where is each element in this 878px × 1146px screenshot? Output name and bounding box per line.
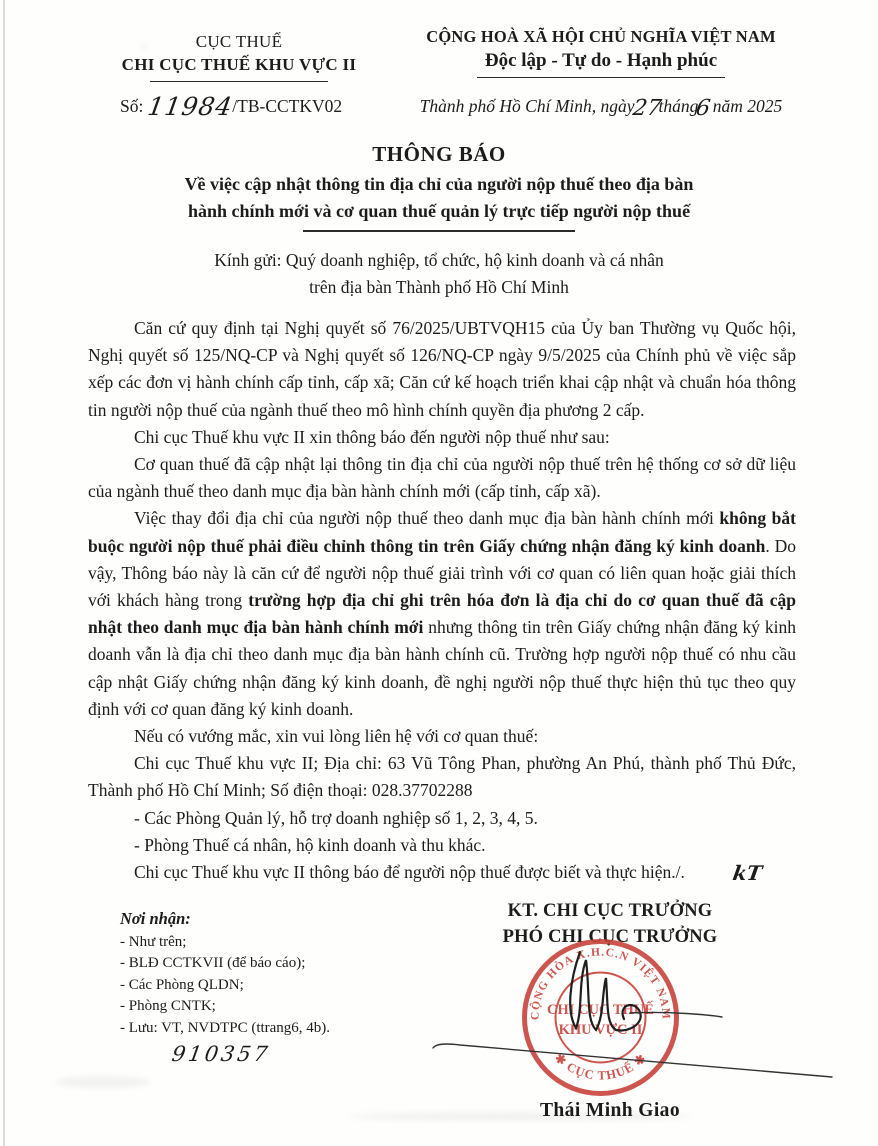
paragraph: Nếu có vướng mắc, xin vui lòng liên hệ với cơ quan thuế: <box>134 726 539 747</box>
national-motto: Độc lập - Tự do - Hạnh phúc <box>484 50 718 71</box>
parent-org-name: CỤC THUẾ <box>195 32 283 51</box>
recipient-item: - Như trên; <box>120 933 187 950</box>
number-prefix: Số: <box>120 96 148 116</box>
date-place: Thành phố Hồ Chí Minh, ngày <box>419 96 635 116</box>
body-paragraphs <box>88 315 796 886</box>
stamp-center-line-1: CHI CỤC THUẾ <box>547 1002 654 1018</box>
stamp-graphic <box>518 935 683 1100</box>
recipient-item: - Lưu: VT, NVDTPC (ttrang6, 4b). <box>120 1019 331 1036</box>
paragraph: Chi cục Thuế khu vực II; Địa chỉ: 63 Vũ Tông Phan, phường An Phú, thành phố Thủ Đức, Thành phố Hồ Chí Minh; Số điện thoại: 028.37702288 <box>88 753 796 801</box>
stamp-center-line-2: KHU VỰC II <box>558 1022 643 1038</box>
date-month-handwritten: 6 <box>694 96 713 121</box>
document-number <box>120 94 342 119</box>
scan-edge-artifact <box>3 0 5 1146</box>
document-subject <box>85 171 793 225</box>
paragraph: - Phòng Thuế cá nhân, hộ kinh doanh và thu khác. <box>134 834 486 855</box>
date-mid: tháng <box>658 96 699 116</box>
title-block <box>85 142 793 232</box>
signer-name: Thái Minh Giao <box>540 1100 680 1121</box>
recipients-block <box>120 908 420 1069</box>
office-underline <box>150 81 328 82</box>
recipient-item: - Phòng CNTK; <box>120 998 216 1014</box>
paragraph: Việc thay đổi địa chỉ của người nộp thuế theo danh mục địa bàn hành chính mới không bắt buộc người nộp thuế phải điều chỉnh thông tin trên Giấy chứng nhận đăng ký kinh doanh. Do vậy, Thông báo này là căn cứ để người nộp thuế giải trình với cơ quan có liên quan hoặc giải thích với khách hàng trong trường hợp địa chỉ ghi trên hóa đơn là địa chỉ do cơ quan thuế đã cập nhật theo danh mục địa bàn hành chính mới nhưng thông tin trên Giấy chứng nhận đăng ký kinh doanh vẫn là địa chỉ theo danh mục địa bàn hành chính cũ. Trường hợp người nộp thuế có nhu cầu cập nhật Giấy chứng nhận đăng ký kinh doanh, đề nghị người nộp thuế thực hiện thủ tục theo quy định với cơ quan đăng ký kinh doanh. <box>88 508 797 719</box>
motto-underline <box>477 77 725 78</box>
date-day-handwritten: 27 <box>630 96 663 121</box>
official-stamp <box>518 935 683 1100</box>
paragraph: Chi cục Thuế khu vực II thông báo để người nộp thuế được biết và thực hiện./. kT <box>134 861 764 886</box>
issuing-office-block <box>78 30 400 82</box>
number-suffix: /TB-CCTKV02 <box>232 96 343 116</box>
paragraph: - Các Phòng Quản lý, hỗ trợ doanh nghiệp số 1, 2, 3, 4, 5. <box>134 807 538 828</box>
subject-line-2: hành chính mới và cơ quan thuế quản lý trực tiếp người nộp thuế <box>187 201 691 221</box>
salutation-block <box>85 247 793 301</box>
handwritten-code: 910357 <box>170 1042 273 1066</box>
place-date-line <box>378 96 824 120</box>
paragraph: Căn cứ quy định tại Nghị quyết số 76/2025/UBTVQH15 của Ủy ban Thường vụ Quốc hội, Nghị quyết số 125/NQ-CP và Nghị quyết số 126/NQ-CP ngày 9/5/2025 của Chính phủ về việc sắp xếp các đơn vị hành chính cấp tỉnh, cấp xã; Căn cứ kế hoạch triển khai cập nhật và chuẩn hóa thông tin người nộp thuế của ngành thuế theo mô hình chính quyền địa phương 2 cấp. <box>88 318 796 420</box>
handwritten-initial: kT <box>730 861 764 886</box>
date-year: năm 2025 <box>712 96 783 116</box>
subject-line-1: Về việc cập nhật thông tin địa chỉ của người nộp thuế theo địa bàn <box>184 174 694 194</box>
national-title: CỘNG HOÀ XÃ HỘI CHỦ NGHĨA VIỆT NAM <box>426 27 776 46</box>
recipient-item: - Các Phòng QLDN; <box>120 976 244 993</box>
signer-title-line-1: KT. CHI CỤC TRƯỞNG <box>507 901 713 921</box>
paragraph: Cơ quan thuế đã cập nhật lại thông tin địa chỉ của người nộp thuế trên hệ thống cơ sở dữ liệu của ngành thuế theo danh mục địa bàn hành chính mới (cấp tỉnh, cấp xã). <box>88 454 796 502</box>
recipients-label: Nơi nhận: <box>120 909 191 928</box>
document-title: THÔNG BÁO <box>372 142 506 166</box>
stamp-ring-bottom-text: ✱ CỤC THUẾ ✱ <box>551 1050 650 1083</box>
paragraph: Chi cục Thuế khu vực II xin thông báo đến người nộp thuế như sau: <box>134 426 610 447</box>
number-handwritten: 11984 <box>145 92 235 121</box>
salutation-line-2: trên địa bàn Thành phố Hồ Chí Minh <box>309 277 569 297</box>
stamp-ring-top-text: CỘNG HÒA X.H.C.N VIỆT NAM <box>529 946 672 1021</box>
salutation-line-1: Kính gửi: Quý doanh nghiệp, tổ chức, hộ kinh doanh và cá nhân <box>214 250 664 270</box>
svg-text:✱ CỤC THUẾ ✱ <box>552 1051 649 1083</box>
recipient-item: - BLĐ CCTKVII (để báo cáo); <box>120 955 306 971</box>
subject-underline <box>303 230 575 232</box>
office-name: CHI CỤC THUẾ KHU VỰC II <box>121 55 357 74</box>
national-motto-block <box>386 27 816 78</box>
scan-smudge <box>55 1076 150 1088</box>
recipients-list <box>120 932 420 1040</box>
signer-title-line-2: PHÓ CHI CỤC TRƯỞNG <box>502 927 718 947</box>
